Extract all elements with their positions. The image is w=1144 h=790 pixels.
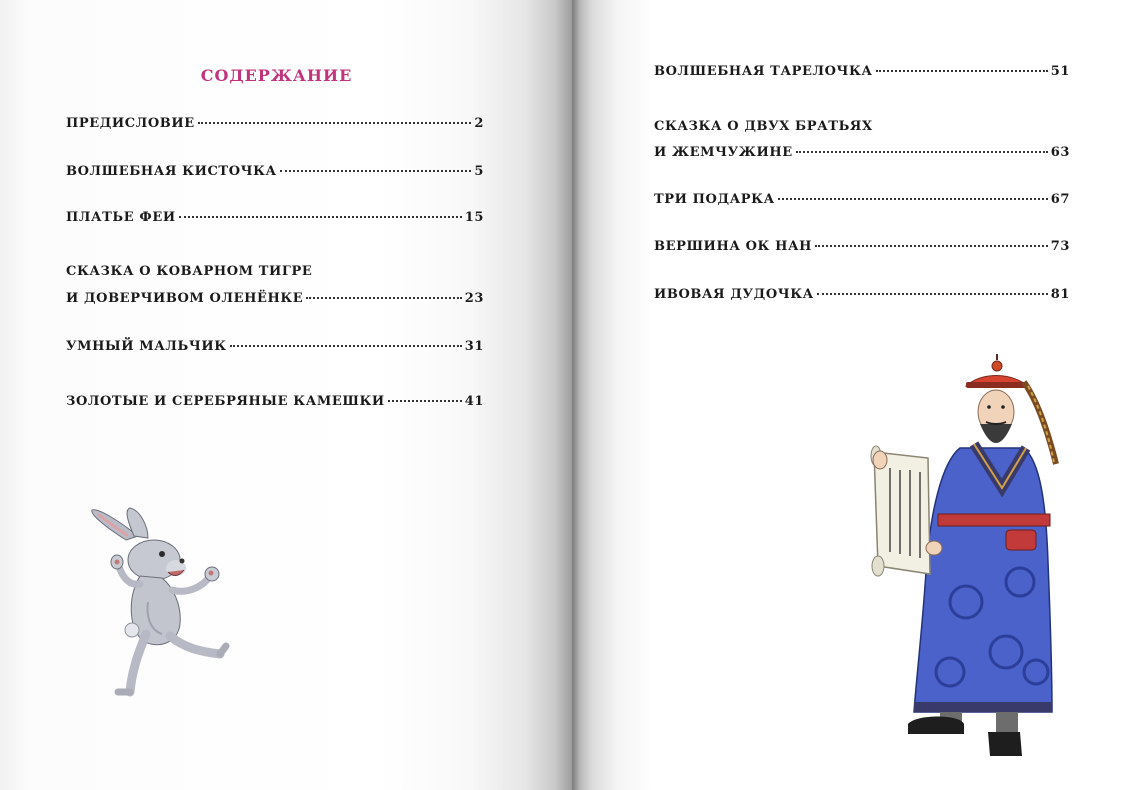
- toc-leader-dots: [815, 245, 1048, 247]
- toc-entry-page: 31: [464, 339, 484, 354]
- toc-entry[interactable]: [66, 210, 484, 225]
- toc-entry-page: 5: [474, 164, 484, 179]
- toc-entry-title: ПРЕДИСЛОВИЕ: [66, 116, 195, 131]
- official-with-scroll-illustration: [856, 352, 1066, 764]
- toc-entry[interactable]: [654, 192, 1070, 207]
- toc-leader-dots: [306, 297, 461, 299]
- toc-entry-page: 81: [1050, 287, 1070, 302]
- toc-entry-page: 51: [1050, 64, 1070, 79]
- toc-entry[interactable]: [66, 116, 484, 131]
- toc-entry-page: 2: [474, 116, 484, 131]
- toc-entry-title: И ДОВЕРЧИВОМ ОЛЕНЁНКЕ: [66, 291, 304, 306]
- toc-leader-dots: [778, 198, 1048, 200]
- toc-entry-title: ВОЛШЕБНАЯ ТАРЕЛОЧКА: [654, 64, 873, 79]
- toc-leader-dots: [817, 293, 1048, 295]
- toc-entry[interactable]: [66, 291, 484, 306]
- toc-entry-title: ИВОВАЯ ДУДОЧКА: [654, 287, 814, 302]
- toc-leader-dots: [198, 122, 472, 124]
- toc-entry-title: ПЛАТЬЕ ФЕИ: [66, 210, 176, 225]
- toc-entry-page: 67: [1050, 192, 1070, 207]
- toc-entry[interactable]: [66, 339, 484, 354]
- toc-leader-dots: [796, 151, 1048, 153]
- toc-entry-title-line1[interactable]: СКАЗКА О КОВАРНОМ ТИГРЕ: [66, 264, 313, 279]
- toc-title: СОДЕРЖАНИЕ: [200, 66, 353, 85]
- toc-leader-dots: [388, 400, 462, 402]
- toc-entry[interactable]: [654, 145, 1070, 160]
- rabbit-illustration: [84, 506, 234, 702]
- toc-leader-dots: [280, 170, 472, 172]
- toc-entry-title: ВОЛШЕБНАЯ КИСТОЧКА: [66, 164, 277, 179]
- toc-entry-title: И ЖЕМЧУЖИНЕ: [654, 145, 793, 160]
- toc-entry-page: 63: [1050, 145, 1070, 160]
- toc-leader-dots: [230, 345, 462, 347]
- toc-entry-title: ВЕРШИНА ОК НАН: [654, 239, 813, 254]
- toc-entry-title: ТРИ ПОДАРКА: [654, 192, 775, 207]
- toc-entry-page: 41: [464, 394, 484, 409]
- toc-entry[interactable]: [654, 239, 1070, 254]
- toc-entry-page: 73: [1050, 239, 1070, 254]
- toc-entry[interactable]: [66, 164, 484, 179]
- toc-leader-dots: [876, 70, 1048, 72]
- toc-leader-dots: [179, 216, 462, 218]
- toc-entry[interactable]: [654, 64, 1070, 79]
- toc-entry-page: 15: [464, 210, 484, 225]
- toc-entry-title-line1[interactable]: СКАЗКА О ДВУХ БРАТЬЯХ: [654, 119, 873, 134]
- toc-entry-page: 23: [464, 291, 484, 306]
- toc-entry[interactable]: [654, 287, 1070, 302]
- toc-entry-title: ЗОЛОТЫЕ И СЕРЕБРЯНЫЕ КАМЕШКИ: [66, 394, 385, 409]
- toc-entry[interactable]: [66, 394, 484, 409]
- toc-entry-title: УМНЫЙ МАЛЬЧИК: [66, 339, 227, 354]
